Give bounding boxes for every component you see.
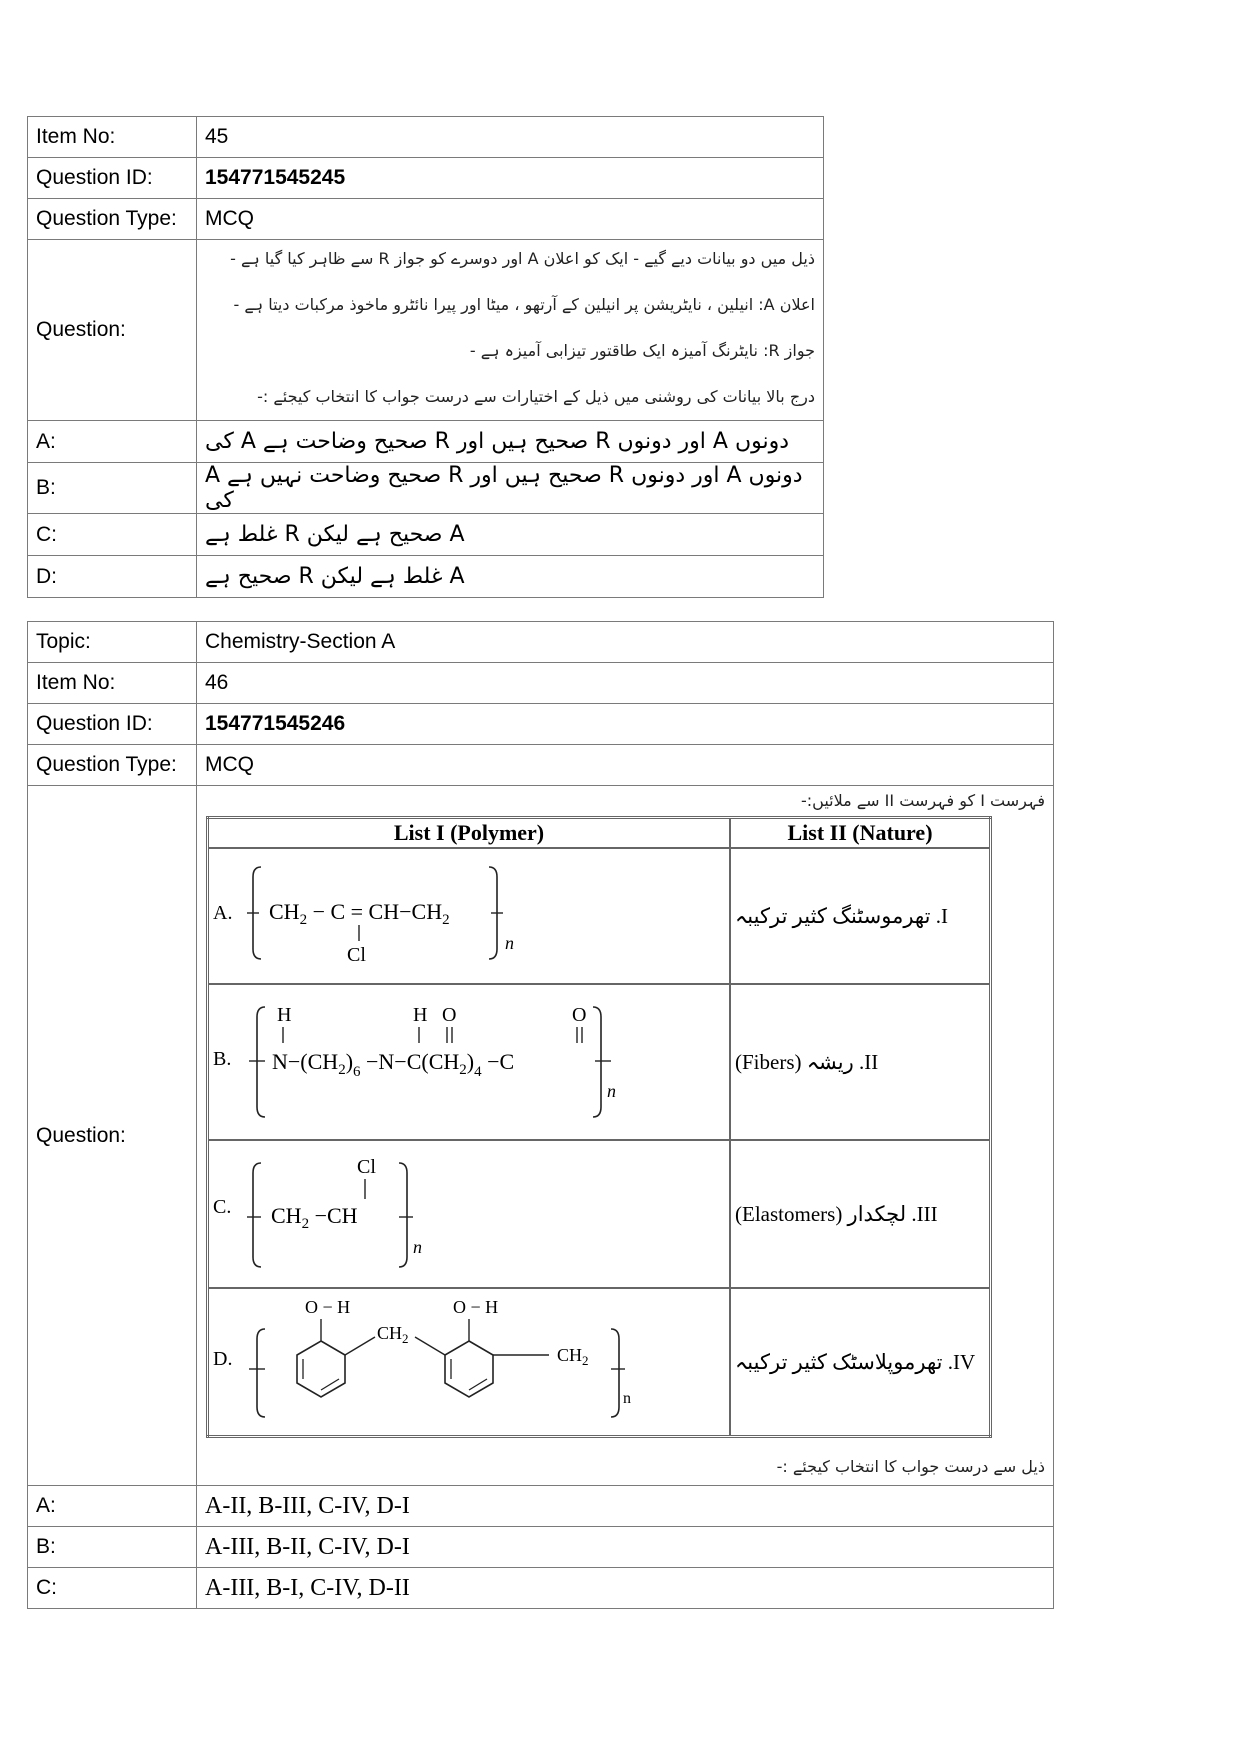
polymer-c-cell <box>208 1140 731 1288</box>
match-table <box>206 816 992 1438</box>
polymer-d-letter: D. <box>213 1348 233 1370</box>
option-b-label: B: <box>28 1527 197 1568</box>
svg-text:CH2: $CH_2$ <box>377 1323 409 1346</box>
nature-iv: IV. تھرموپلاسٹک کثیر ترکیبہ <box>730 1288 991 1437</box>
polymer-b-cell <box>208 984 731 1140</box>
svg-text:Cl: Cl <box>347 944 366 966</box>
option-c-text[interactable]: A-III, B-I, C-IV, D-II <box>197 1568 1054 1609</box>
option-c-label: C: <box>28 1568 197 1609</box>
svg-text:H: H <box>277 1004 292 1026</box>
match-outro: ذیل سے درست جواب کا انتخاب کیجئے :- <box>776 1457 1045 1476</box>
svg-text:Cl: Cl <box>357 1156 376 1178</box>
svg-text:CH2 − C = CH−CH2: $CH_2 - C = CH-CH_2$ <box>269 899 450 928</box>
option-d-text[interactable]: A غلط ہے لیکن R صحیح ہے <box>197 556 824 598</box>
polymer-a-cell <box>208 848 731 984</box>
question-label: Question: <box>28 240 197 421</box>
nature-ii: II. ریشہ (Fibers) <box>730 984 991 1140</box>
svg-text:CH2 −CH: $CH_2 -CH$ <box>271 1203 358 1232</box>
option-c-text[interactable]: A صحیح ہے لیکن R غلط ہے <box>197 514 824 556</box>
svg-text:O − H: O − H <box>453 1297 499 1317</box>
svg-text:O: O <box>442 1004 457 1026</box>
polymer-b-letter: B. <box>213 1048 232 1070</box>
question-type-label: Question Type: <box>28 199 197 240</box>
option-b-text[interactable]: دونوں A اور دونوں R صحیح ہیں اور R صحیح وضاحت نہیں ہے A کی <box>197 463 824 514</box>
question-type-value: MCQ <box>197 199 824 240</box>
question-type-value: MCQ <box>197 745 1054 786</box>
svg-text:n: n <box>623 1390 631 1407</box>
nature-iii: III. لچکدار (Elastomers) <box>730 1140 991 1288</box>
assertion-a: اعلان A: انیلین ، نایٹریشن پر انیلین کے آرتھو ، میٹا اور پیرا نائٹرو ماخوذ مرکبات دیتا ہے - <box>233 295 815 314</box>
question-45-table <box>27 116 824 598</box>
question-body <box>197 786 1054 1486</box>
reason-r: جواز R: نایٹرنگ آمیزہ ایک طاقتور تیزابی آمیزہ ہے - <box>469 341 815 360</box>
polymer-c-letter: C. <box>213 1196 232 1218</box>
statement-intro: ذیل میں دو بیانات دیے گیے - ایک کو اعلان A اور دوسرے کو جواز R سے ظاہر کیا گیا ہے - <box>230 249 815 268</box>
list-two-header: List II (Nature) <box>730 818 991 849</box>
option-d-label: D: <box>28 556 197 598</box>
polymer-a-letter: A. <box>213 902 233 924</box>
question-statements <box>197 240 824 421</box>
list-one-header: List I (Polymer) <box>208 818 731 849</box>
option-c-label: C: <box>28 514 197 556</box>
match-intro: فہرست I کو فہرست II سے ملائیں:- <box>800 791 1045 810</box>
option-a-label: A: <box>28 1486 197 1527</box>
polymer-d-cell <box>208 1288 731 1437</box>
question-id-value: 154771545245 <box>197 158 824 199</box>
question-id-label: Question ID: <box>28 704 197 745</box>
polymer-b-structure <box>209 985 725 1133</box>
item-no-label: Item No: <box>28 117 197 158</box>
polymer-a-structure <box>209 849 725 977</box>
option-b-label: B: <box>28 463 197 514</box>
item-no-label: Item No: <box>28 663 197 704</box>
question-id-label: Question ID: <box>28 158 197 199</box>
question-46-table <box>27 621 1054 1609</box>
option-b-text[interactable]: A-III, B-II, C-IV, D-I <box>197 1527 1054 1568</box>
item-no-value: 45 <box>197 117 824 158</box>
svg-text:n: n <box>413 1237 422 1257</box>
nature-i: I. تھرموسٹنگ کثیر ترکیبہ <box>730 848 991 984</box>
svg-text:n: n <box>607 1081 616 1101</box>
svg-text:N−(CH2)6 −N−C(CH2)4 −C: $N-(CH_2)_6 -N-C(CH_2)_4 -C$ <box>272 1049 515 1080</box>
svg-text:O − H: O − H <box>305 1297 351 1317</box>
svg-text:n: n <box>505 933 514 953</box>
question-label: Question: <box>28 786 197 1486</box>
question-id-value: 154771545246 <box>197 704 1054 745</box>
topic-label: Topic: <box>28 622 197 663</box>
option-a-text[interactable]: دونوں A اور دونوں R صحیح ہیں اور R صحیح وضاحت ہے A کی <box>197 421 824 463</box>
polymer-c-structure <box>209 1141 725 1281</box>
svg-text:H: H <box>413 1004 428 1026</box>
svg-text:O: O <box>572 1004 587 1026</box>
question-type-label: Question Type: <box>28 745 197 786</box>
polymer-d-structure <box>209 1289 725 1429</box>
topic-value: Chemistry-Section A <box>197 622 1054 663</box>
statement-instruction: درج بالا بیانات کی روشنی میں ذیل کے اختیارات سے درست جواب کا انتخاب کیجئے :- <box>257 387 815 406</box>
item-no-value: 46 <box>197 663 1054 704</box>
option-a-label: A: <box>28 421 197 463</box>
option-a-text[interactable]: A-II, B-III, C-IV, D-I <box>197 1486 1054 1527</box>
svg-text:CH2: $CH_2$ <box>557 1345 589 1368</box>
